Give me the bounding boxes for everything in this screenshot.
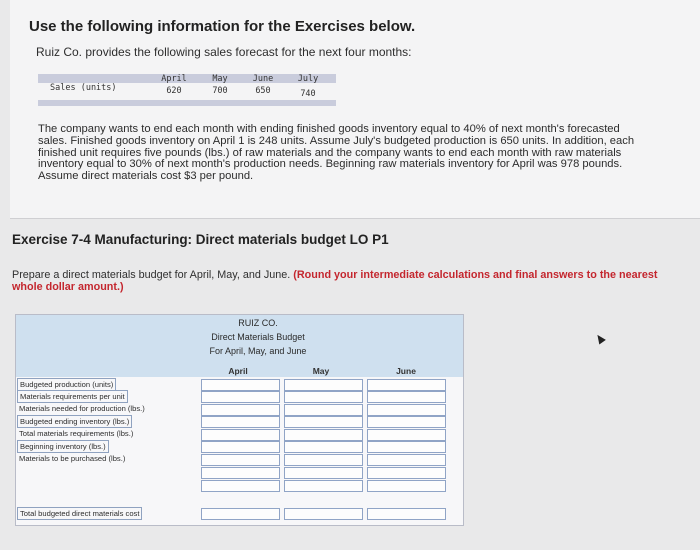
cell-may-materials-per-unit[interactable]: [284, 391, 363, 403]
sales-month-april: April: [161, 74, 187, 84]
sales-value-july: 740: [300, 89, 316, 99]
info-intro: Ruiz Co. provides the following sales forecast for the next four months:: [36, 45, 412, 59]
sales-month-july: July: [297, 74, 319, 84]
budget-title: Direct Materials Budget: [211, 332, 305, 342]
exercise-instructions: [12, 269, 692, 293]
instruction-text: Prepare a direct materials budget for April, May, and June.: [12, 269, 291, 281]
cell-june-blank-1[interactable]: [367, 467, 446, 479]
direct-materials-budget: [15, 314, 464, 526]
row-label-budgeted-production: Budgeted production (units): [17, 378, 116, 391]
assumptions-paragraph: [38, 124, 668, 183]
cell-april-materials-per-unit[interactable]: [201, 391, 280, 403]
info-title: Use the following information for the Exercises below.: [29, 18, 416, 35]
cell-may-ending-inventory[interactable]: [284, 416, 363, 428]
cell-may-beginning-inventory[interactable]: [284, 441, 363, 453]
cell-june-budgeted-production[interactable]: [367, 379, 446, 391]
cell-may-blank-1[interactable]: [284, 467, 363, 479]
cell-may-total-cost[interactable]: [284, 508, 363, 520]
cell-june-ending-inventory[interactable]: [367, 416, 446, 428]
sales-month-june: June: [252, 74, 274, 84]
cell-may-total-requirements[interactable]: [284, 429, 363, 441]
cell-april-budgeted-production[interactable]: [201, 379, 280, 391]
sales-row-label: Sales (units): [50, 83, 117, 93]
exercise-title: Exercise 7-4 Manufacturing: Direct materials budget LO P1: [12, 232, 389, 247]
sales-value-april: 620: [166, 86, 182, 96]
paragraph-line: Assume direct materials cost $3 per pound.: [38, 170, 254, 183]
cell-april-materials-needed[interactable]: [201, 404, 280, 416]
cell-june-materials-per-unit[interactable]: [367, 391, 446, 403]
cell-april-total-requirements[interactable]: [201, 429, 280, 441]
cell-may-blank-2[interactable]: [284, 480, 363, 492]
paragraph-line: sales. Finished goods inventory on April 1 is 248 units. Assume July's budgeted production is 650 units. In addition, each: [38, 134, 635, 147]
row-label-beginning-inventory: Beginning inventory (lbs.): [17, 440, 109, 453]
sales-value-may: 700: [212, 86, 228, 96]
cell-april-beginning-inventory[interactable]: [201, 441, 280, 453]
cell-june-beginning-inventory[interactable]: [367, 441, 446, 453]
cell-june-blank-2[interactable]: [367, 480, 446, 492]
cell-april-blank-1[interactable]: [201, 467, 280, 479]
cell-april-ending-inventory[interactable]: [201, 416, 280, 428]
cell-april-total-cost[interactable]: [201, 508, 280, 520]
cell-may-materials-needed[interactable]: [284, 404, 363, 416]
row-label-ending-inventory: Budgeted ending inventory (lbs.): [17, 415, 132, 428]
row-label-materials-per-unit: Materials requirements per unit: [17, 390, 128, 403]
budget-company: RUIZ CO.: [238, 318, 278, 328]
row-label-total-cost: Total budgeted direct materials cost: [17, 507, 142, 520]
paragraph-line: The company wants to end each month with ending finished goods inventory equal to 40% of next month's forecasted: [38, 123, 620, 135]
cell-may-to-be-purchased[interactable]: [284, 454, 363, 466]
instruction-emphasis: (Round your intermediate calculations and final answers to the nearest: [293, 269, 658, 281]
column-header-april: April: [228, 366, 248, 376]
row-label-total-requirements: Total materials requirements (lbs.): [19, 429, 134, 438]
mouse-pointer-icon: [594, 333, 606, 345]
paragraph-line: finished unit requires five pounds (lbs.) of raw materials and the company wants to end each month with raw materials: [38, 146, 622, 159]
sales-value-june: 650: [255, 86, 271, 96]
row-label-to-be-purchased: Materials to be purchased (lbs.): [19, 454, 126, 463]
row-label-materials-needed: Materials needed for production (lbs.): [19, 404, 145, 413]
column-header-may: May: [312, 366, 330, 376]
cell-april-to-be-purchased[interactable]: [201, 454, 280, 466]
sales-bottom-band: [38, 100, 336, 106]
cell-june-to-be-purchased[interactable]: [367, 454, 446, 466]
instruction-emphasis-cont: whole dollar amount.): [12, 281, 124, 293]
paragraph-line: inventory equal to 30% of next month's production needs. Beginning raw materials inventory for April was 978 pounds.: [38, 158, 623, 171]
cell-april-blank-2[interactable]: [201, 480, 280, 492]
cell-june-total-cost[interactable]: [367, 508, 446, 520]
cell-may-budgeted-production[interactable]: [284, 379, 363, 391]
sales-forecast-table: [38, 74, 336, 108]
cell-june-total-requirements[interactable]: [367, 429, 446, 441]
column-header-june: June: [396, 366, 416, 376]
cell-june-materials-needed[interactable]: [367, 404, 446, 416]
sales-month-may: May: [212, 74, 228, 84]
budget-period: For April, May, and June: [209, 346, 307, 356]
